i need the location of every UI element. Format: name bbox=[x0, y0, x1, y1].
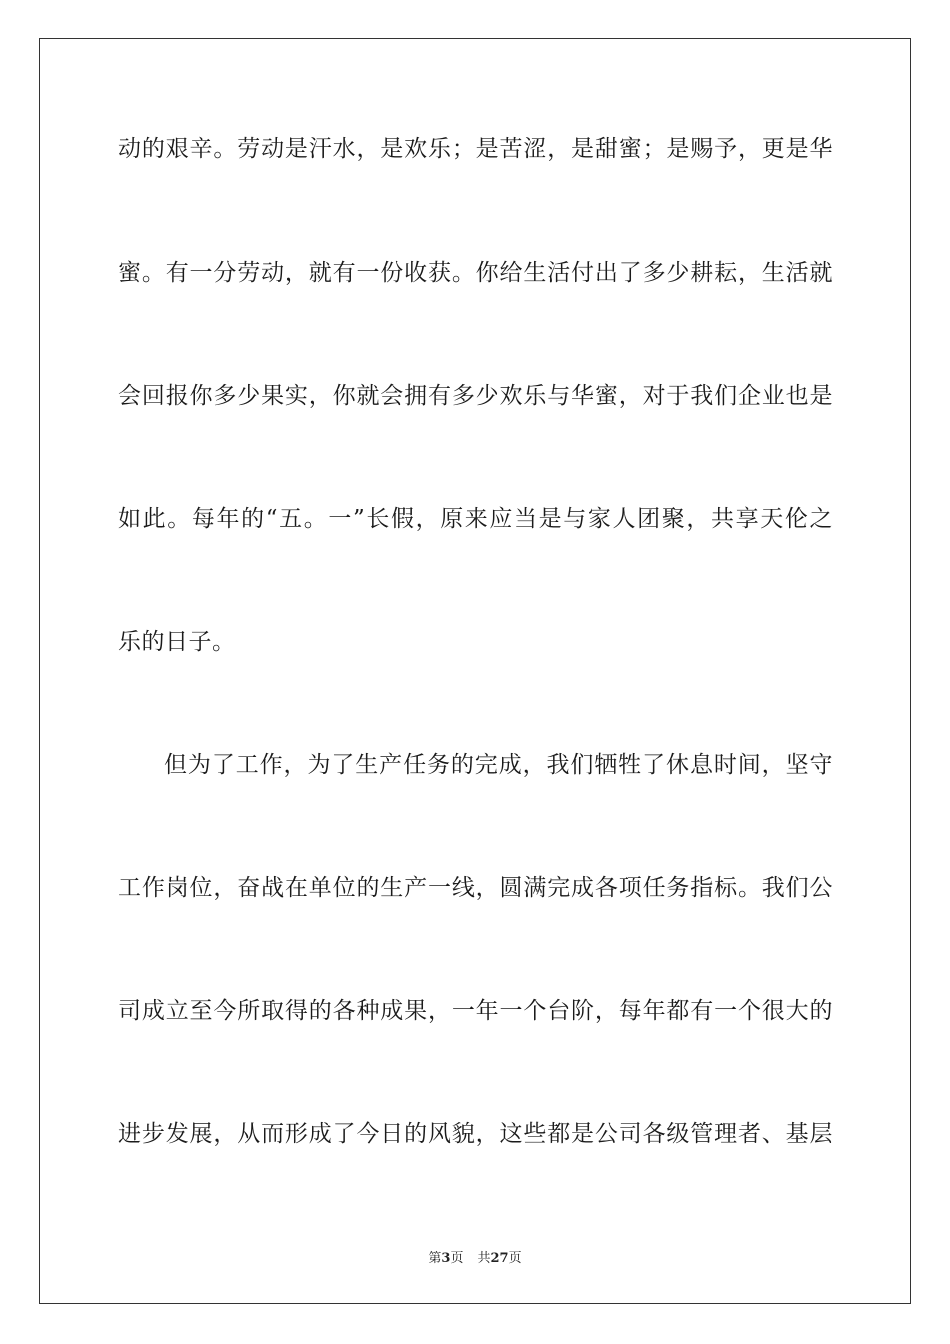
body-text-line-9: 进步发展，从而形成了今日的风貌，这些都是公司各级管理者、基层 bbox=[118, 1121, 833, 1147]
body-text-line-5: 乐的日子。 bbox=[118, 629, 236, 655]
total-pages: 27 bbox=[490, 1251, 509, 1266]
total-prefix: 共 bbox=[477, 1251, 491, 1266]
page-suffix: 页 bbox=[450, 1251, 464, 1266]
page-border bbox=[39, 38, 911, 1304]
page-footer bbox=[0, 1247, 950, 1266]
page-number: 3 bbox=[441, 1251, 451, 1266]
body-text-line-2: 蜜。有一分劳动，就有一份收获。你给生活付出了多少耕耘，生活就 bbox=[118, 260, 833, 286]
body-text-line-8: 司成立至今所取得的各种成果，一年一个台阶，每年都有一个很大的 bbox=[118, 998, 833, 1024]
total-suffix: 页 bbox=[508, 1251, 522, 1266]
body-text-line-3: 会回报你多少果实，你就会拥有多少欢乐与华蜜，对于我们企业也是 bbox=[118, 383, 833, 409]
body-text-line-7: 工作岗位，奋战在单位的生产一线，圆满完成各项任务指标。我们公 bbox=[118, 875, 833, 901]
body-text-line-4: 如此。每年的“五。一”长假，原来应当是与家人团聚，共享天伦之 bbox=[118, 506, 833, 532]
body-text-line-6: 但为了工作，为了生产任务的完成，我们牺牲了休息时间，坚守 bbox=[164, 752, 833, 778]
page-prefix: 第 bbox=[428, 1251, 442, 1266]
body-text-line-1: 动的艰辛。劳动是汗水，是欢乐；是苦涩，是甜蜜；是赐予，更是华 bbox=[118, 136, 833, 162]
